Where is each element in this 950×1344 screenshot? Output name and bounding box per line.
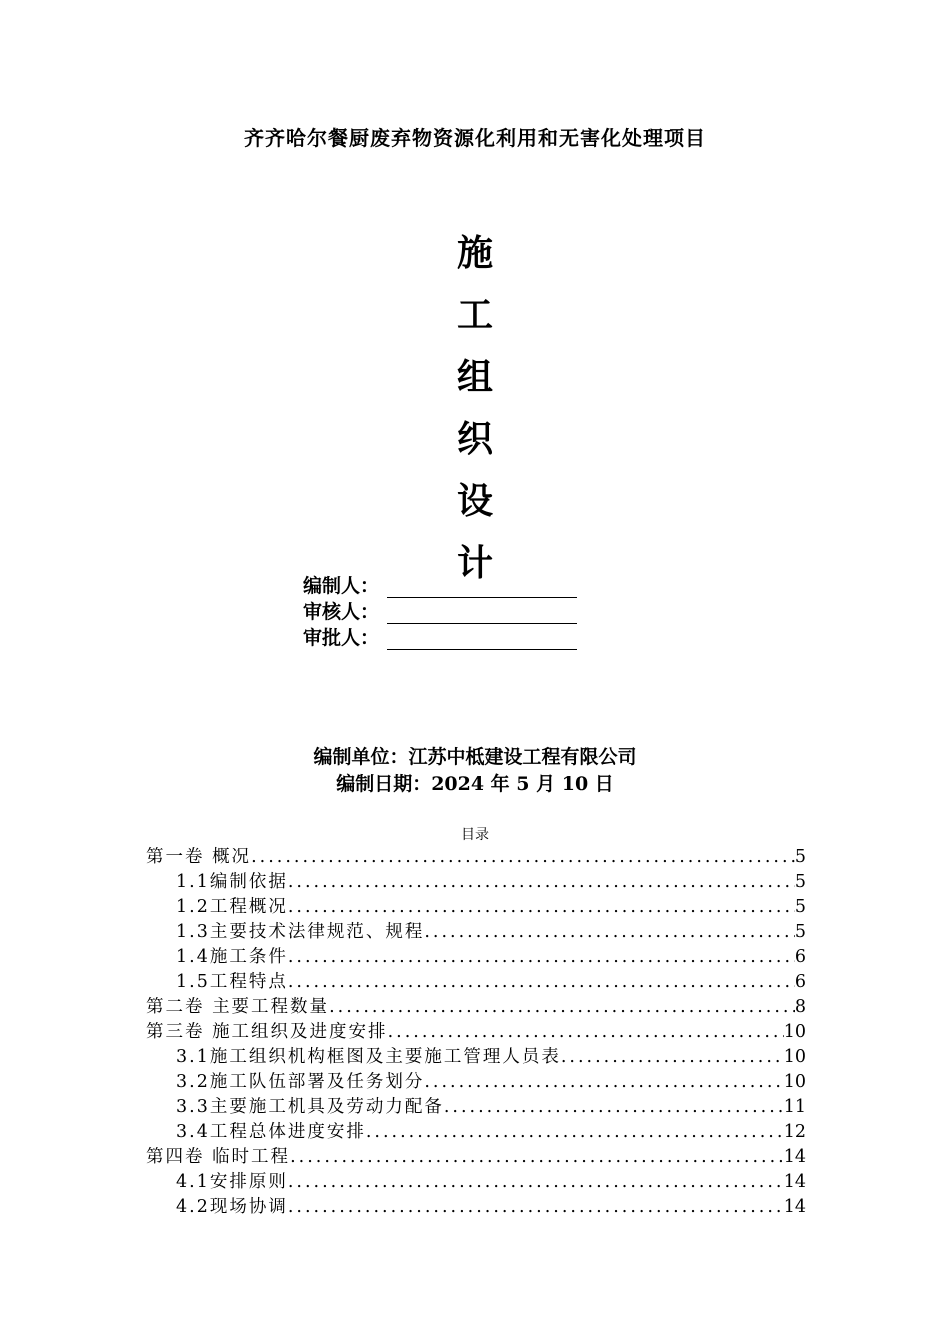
toc-entry-page: 10 xyxy=(783,1022,806,1042)
toc-dot-leader xyxy=(561,1045,784,1070)
title-char: 织 xyxy=(456,418,493,460)
signature-line xyxy=(387,577,577,598)
toc-entry[interactable] xyxy=(146,1095,806,1120)
toc-entry-page: 5 xyxy=(794,897,806,917)
toc-entry-page: 5 xyxy=(794,872,806,892)
toc-entry[interactable] xyxy=(146,1070,806,1095)
toc-entry[interactable] xyxy=(146,845,806,870)
toc-entry[interactable] xyxy=(146,920,806,945)
toc-dot-leader xyxy=(288,895,795,920)
signature-line xyxy=(387,603,577,624)
signature-label: 编制人： xyxy=(303,575,380,597)
toc-dot-leader xyxy=(329,995,795,1020)
toc-dot-leader xyxy=(424,1070,783,1095)
toc-entry[interactable] xyxy=(146,1045,806,1070)
toc-entry[interactable] xyxy=(146,1145,806,1170)
toc-entry-label: 第四卷 临时工程 xyxy=(146,1147,291,1167)
toc-entry-label: 1.4施工条件 xyxy=(176,947,288,967)
toc-entry[interactable] xyxy=(146,870,806,895)
toc-dot-leader xyxy=(444,1095,784,1120)
toc-entry-page: 14 xyxy=(783,1197,806,1217)
toc-dot-leader xyxy=(366,1120,784,1145)
toc-entry-page: 12 xyxy=(783,1122,806,1142)
toc-entry[interactable] xyxy=(146,1195,806,1220)
toc-entry-label: 1.5工程特点 xyxy=(176,972,288,992)
signature-line xyxy=(387,629,577,650)
document-title xyxy=(0,222,950,594)
toc-entry-page: 5 xyxy=(794,847,806,867)
table-of-contents xyxy=(146,845,806,1220)
organization-line: 编制单位：江苏中柢建设工程有限公司 xyxy=(313,746,637,768)
toc-entry-page: 8 xyxy=(794,997,806,1017)
toc-entry-label: 1.1编制依据 xyxy=(176,872,288,892)
toc-dot-leader xyxy=(290,1145,784,1170)
toc-entry-page: 6 xyxy=(794,972,806,992)
toc-entry-page: 10 xyxy=(783,1072,806,1092)
toc-title: 目录 xyxy=(461,827,489,843)
toc-entry-page: 10 xyxy=(783,1047,806,1067)
toc-entry-page: 14 xyxy=(783,1172,806,1192)
signature-row-compiler xyxy=(303,572,577,598)
signature-row-approver xyxy=(303,624,577,650)
toc-entry[interactable] xyxy=(146,970,806,995)
toc-entry-label: 3.3主要施工机具及劳动力配备 xyxy=(176,1097,444,1117)
title-char: 计 xyxy=(456,542,493,584)
organization-block xyxy=(0,744,950,798)
toc-entry-label: 3.2施工队伍部署及任务划分 xyxy=(176,1072,425,1092)
toc-dot-leader xyxy=(424,920,795,945)
toc-entry-page: 6 xyxy=(794,947,806,967)
toc-entry-label: 4.2现场协调 xyxy=(176,1197,288,1217)
toc-entry-label: 1.2工程概况 xyxy=(176,897,288,917)
toc-entry[interactable] xyxy=(146,1020,806,1045)
title-char: 组 xyxy=(456,356,493,398)
toc-entry[interactable] xyxy=(146,1170,806,1195)
title-char: 施 xyxy=(456,232,493,274)
toc-entry-page: 11 xyxy=(783,1097,806,1117)
toc-entry-label: 第二卷 主要工程数量 xyxy=(146,997,330,1017)
toc-entry[interactable] xyxy=(146,895,806,920)
title-char: 设 xyxy=(456,480,493,522)
title-char: 工 xyxy=(456,294,493,336)
toc-entry-label: 第一卷 概况 xyxy=(146,847,252,867)
toc-entry-label: 第三卷 施工组织及进度安排 xyxy=(146,1022,388,1042)
toc-dot-leader xyxy=(288,970,795,995)
signature-row-reviewer xyxy=(303,598,577,624)
toc-dot-leader xyxy=(288,1170,784,1195)
toc-entry-label: 3.4工程总体进度安排 xyxy=(176,1122,366,1142)
toc-dot-leader xyxy=(288,870,795,895)
date-line: 编制日期：2024 年 5 月 10 日 xyxy=(336,773,614,795)
toc-entry[interactable] xyxy=(146,1120,806,1145)
toc-dot-leader xyxy=(251,845,795,870)
toc-entry-page: 14 xyxy=(783,1147,806,1167)
toc-entry[interactable] xyxy=(146,945,806,970)
toc-dot-leader xyxy=(288,945,795,970)
toc-entry-label: 3.1施工组织机构框图及主要施工管理人员表 xyxy=(176,1047,561,1067)
toc-entry[interactable] xyxy=(146,995,806,1020)
toc-entry-page: 5 xyxy=(794,922,806,942)
project-title: 齐齐哈尔餐厨废弃物资源化利用和无害化处理项目 xyxy=(244,126,706,150)
toc-entry-label: 1.3主要技术法律规范、规程 xyxy=(176,922,425,942)
toc-entry-label: 4.1安排原则 xyxy=(176,1172,288,1192)
toc-dot-leader xyxy=(288,1195,784,1220)
signature-block xyxy=(303,572,577,650)
toc-dot-leader xyxy=(388,1020,784,1045)
signature-label: 审核人： xyxy=(303,601,380,623)
signature-label: 审批人： xyxy=(303,627,380,649)
